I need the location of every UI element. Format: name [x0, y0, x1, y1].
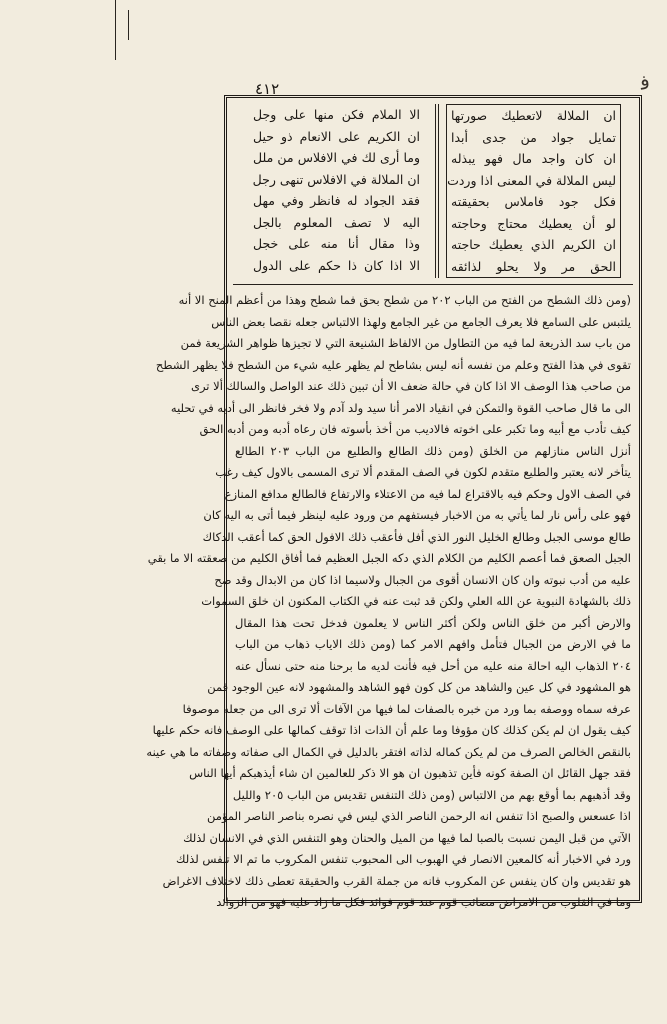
page-number: ٤١٢: [255, 80, 280, 98]
text-line: عرفه سماه ووصفه بما ورد من خبره بالصفات لما فيها من الآفات ألا ترى الى من جعله موصوفا: [182, 701, 631, 716]
hemistich: وذا مقال أنا منه على خجل: [253, 236, 420, 251]
text-line: اذا عسعس والصبح اذا تنفس انه الرحمن الناصر الذي ليس في نصره بناصر الناصر المؤمن: [207, 809, 631, 823]
corner-mark: ﻓ: [637, 69, 652, 95]
text-line: ذلك بالشهادة النبوية عن الله العلي ولكن قد ثبت عنه في الكتاب المكنون ان خلق السموات: [201, 594, 631, 608]
text-line: تقوى في هذا الفتح وعلم من نفسه أنه ليس بشاطح لم يظهر عليه شيء من الشطح فلا يظهر الشطح: [155, 357, 631, 372]
poetry-block: [237, 104, 629, 278]
text-line: الآتي من قبل اليمن نسبت بالصبا لما فيها من الميل والحنان وهو التنفس الذي في الانسان لذلك: [183, 830, 631, 845]
hemistich: اليه لا تصف المعلوم بالجل: [253, 214, 420, 230]
text-line: كيف تأدب مع أبيه وما تكبر على اخوته فالاديب من أخذ بأسوته فان رعاه أدبه ومن أدبه الحق: [199, 422, 631, 436]
hemistich: ان الملالة في الافلاس تنهى رجل: [252, 171, 420, 187]
text-line: الى ما قال صاحب القوة والتمكن في انقياد الامر أنا سيد ولد آدم ولا فخر فانظر الى أدبه في تحليه: [170, 400, 631, 415]
text-line: يتأخر لانه يعتبر والطليع متقدم لكون في الصف المقدم ألا ترى المسمى بالاول كيف رغب: [215, 465, 631, 479]
hemistich: لو أن يعطيك محتاج وحاجته: [451, 215, 616, 231]
page-fold-line: [115, 0, 116, 60]
page-fold-line: [128, 10, 129, 40]
text-line: والارض أكبر من خلق الناس ولكن أكثر الناس لا يعلمون فدخل تحت هذا المقال: [235, 615, 631, 630]
text-line: من صاحب هذا الوصف الا اذا كان في حالة ضعف الا أن تبين ذلك عند الواصل والسالك ألا ترى: [190, 379, 631, 393]
text-frame: [146, 95, 642, 909]
text-line: طالع موسى الجبل وطالع الخليل النور الذي أفل فأعقب ذلك الافول الحق كما أعقب الدكاك: [202, 529, 631, 544]
text-line: كيف يقول ان لم يكن كذلك كان مؤوفا وما علم أن الذات اذا توقف كمالها على الوصف فانه حكم عليها: [152, 723, 631, 737]
text-line: ٢٠٤ الذهاب اليه احالة منه عليه من أحل فيه فأنت لديه ما برحنا منه حتى نسأل عنه: [235, 658, 631, 673]
hemistich: ان الكريم الذي يعطيك حاجته: [451, 237, 616, 252]
text-line: (ومن ذلك الشطح من الفتح من الباب ٢٠٢ من شطح بحق فما شطح وهذا من أعظم المنح الا أنه: [178, 293, 631, 307]
hemistich: الا اذا كان ذا حكم على الدول: [253, 257, 420, 273]
hemistich: تمايل جواد من جدى أبدا: [451, 129, 616, 145]
column-divider: [435, 104, 439, 278]
poetry-left-column: [249, 104, 424, 278]
prose-block: [146, 290, 631, 914]
text-line: وقد أذهبهم بما أوقع بهم من الالتباس (ومن ذلك التنفس تقديس من الباب ٢٠٥ والليل: [232, 787, 631, 802]
text-line: ما في الارض من الجبال فتأمل وافهم الامر كما (ومن ذلك الاياب ذهاب من الباب: [235, 637, 631, 651]
text-line: من باب سد الذريعة لما فيه من التطاول من الالفاظ الشنيعة التي لا تجيزها ظواهر الشريعة فمن: [180, 336, 631, 350]
text-line: فقد جهل القائل ان الصفة كونه فأين تذهبون ان هو الا ذكر للعالمين ان شاء أيذهبكم أيها الناس: [189, 766, 631, 780]
text-line: أنزل الناس منازلهم من الخلق (ومن ذلك الطالع والطليع من الباب ٢٠٣ الطالع: [235, 443, 631, 458]
hemistich: فقد الجواد له فانظر وفي مهل: [253, 193, 420, 208]
hemistich: ان الكريم على الانعام ذو حيل: [253, 128, 420, 144]
hemistich: ان كان واجد مال فهو يبذله: [451, 151, 616, 166]
text-line: عليه من أدب نبوته وان كان الانسان أقوى من الجبال ولاسيما اذا كان من الابدال وقد صح: [214, 572, 631, 587]
hemistich: فكل جود فاملاس بحقيقته: [451, 194, 616, 209]
text-line: بالنقص الخالص الصرف من لم يكن كماله لذاته افتقر بالدليل في الكمال الى صفاته وصفاته ما هي عينه: [146, 744, 631, 759]
section-divider: [233, 284, 633, 285]
text-line: هو المشهود في كل عين والشاهد من كل كون فهو الشاهد والمشهود لانه عين الوجود فمن: [207, 680, 631, 694]
text-line: يلتبس على السامع فلا يعرف الجامع من غير الجامع ولهذا الالتباس جعله نقصا بعض الناس: [211, 314, 631, 329]
text-line: ورد في الاخبار أنه كالمعين الانصار في الهبوب الى المحبوب تنفس المكروب ما تم الا تنفس لذلك: [176, 852, 631, 866]
text-line: الجبل الصعق فما أعصم الكليم من الكلام الذي دكه الجبل العظيم فما أفاق الكليم من صعقته الا ما بقي: [147, 551, 631, 565]
text-line: فهو على رأس نار لما يأتي به من الاخبار فيستفهم من ورود عليه لينظر فيما أتى به اليه كان: [203, 508, 631, 522]
text-line: وما في القلوب من الامراض مصائب قوم عند قوم فوائد فكل ما زاد عليه فهو من الزوائد: [216, 895, 631, 909]
text-line: هو تقديس وان كان ينفس عن المكروب فانه من جملة القرب والحقيقة تعطى ذلك لاختلاف الاغراض: [162, 873, 631, 888]
hemistich: الا الملام فكن منها على وجل: [253, 107, 420, 122]
hemistich: ليس الملالة في المعنى اذا وردت: [447, 172, 616, 188]
hemistich: الحق مر ولا يحلو لذائقه: [451, 258, 616, 274]
poetry-right-column: [446, 104, 621, 278]
hemistich: ان الملالة لاتعطيك صورتها: [451, 108, 616, 123]
hemistich: وما أرى لك في الافلاس من ملل: [253, 150, 420, 165]
text-line: في الصف الاول وحكم فيه بالاقتراع لما فيه من الاعتلاء والارتفاع فالطالع مدافع المنازع: [224, 486, 631, 501]
